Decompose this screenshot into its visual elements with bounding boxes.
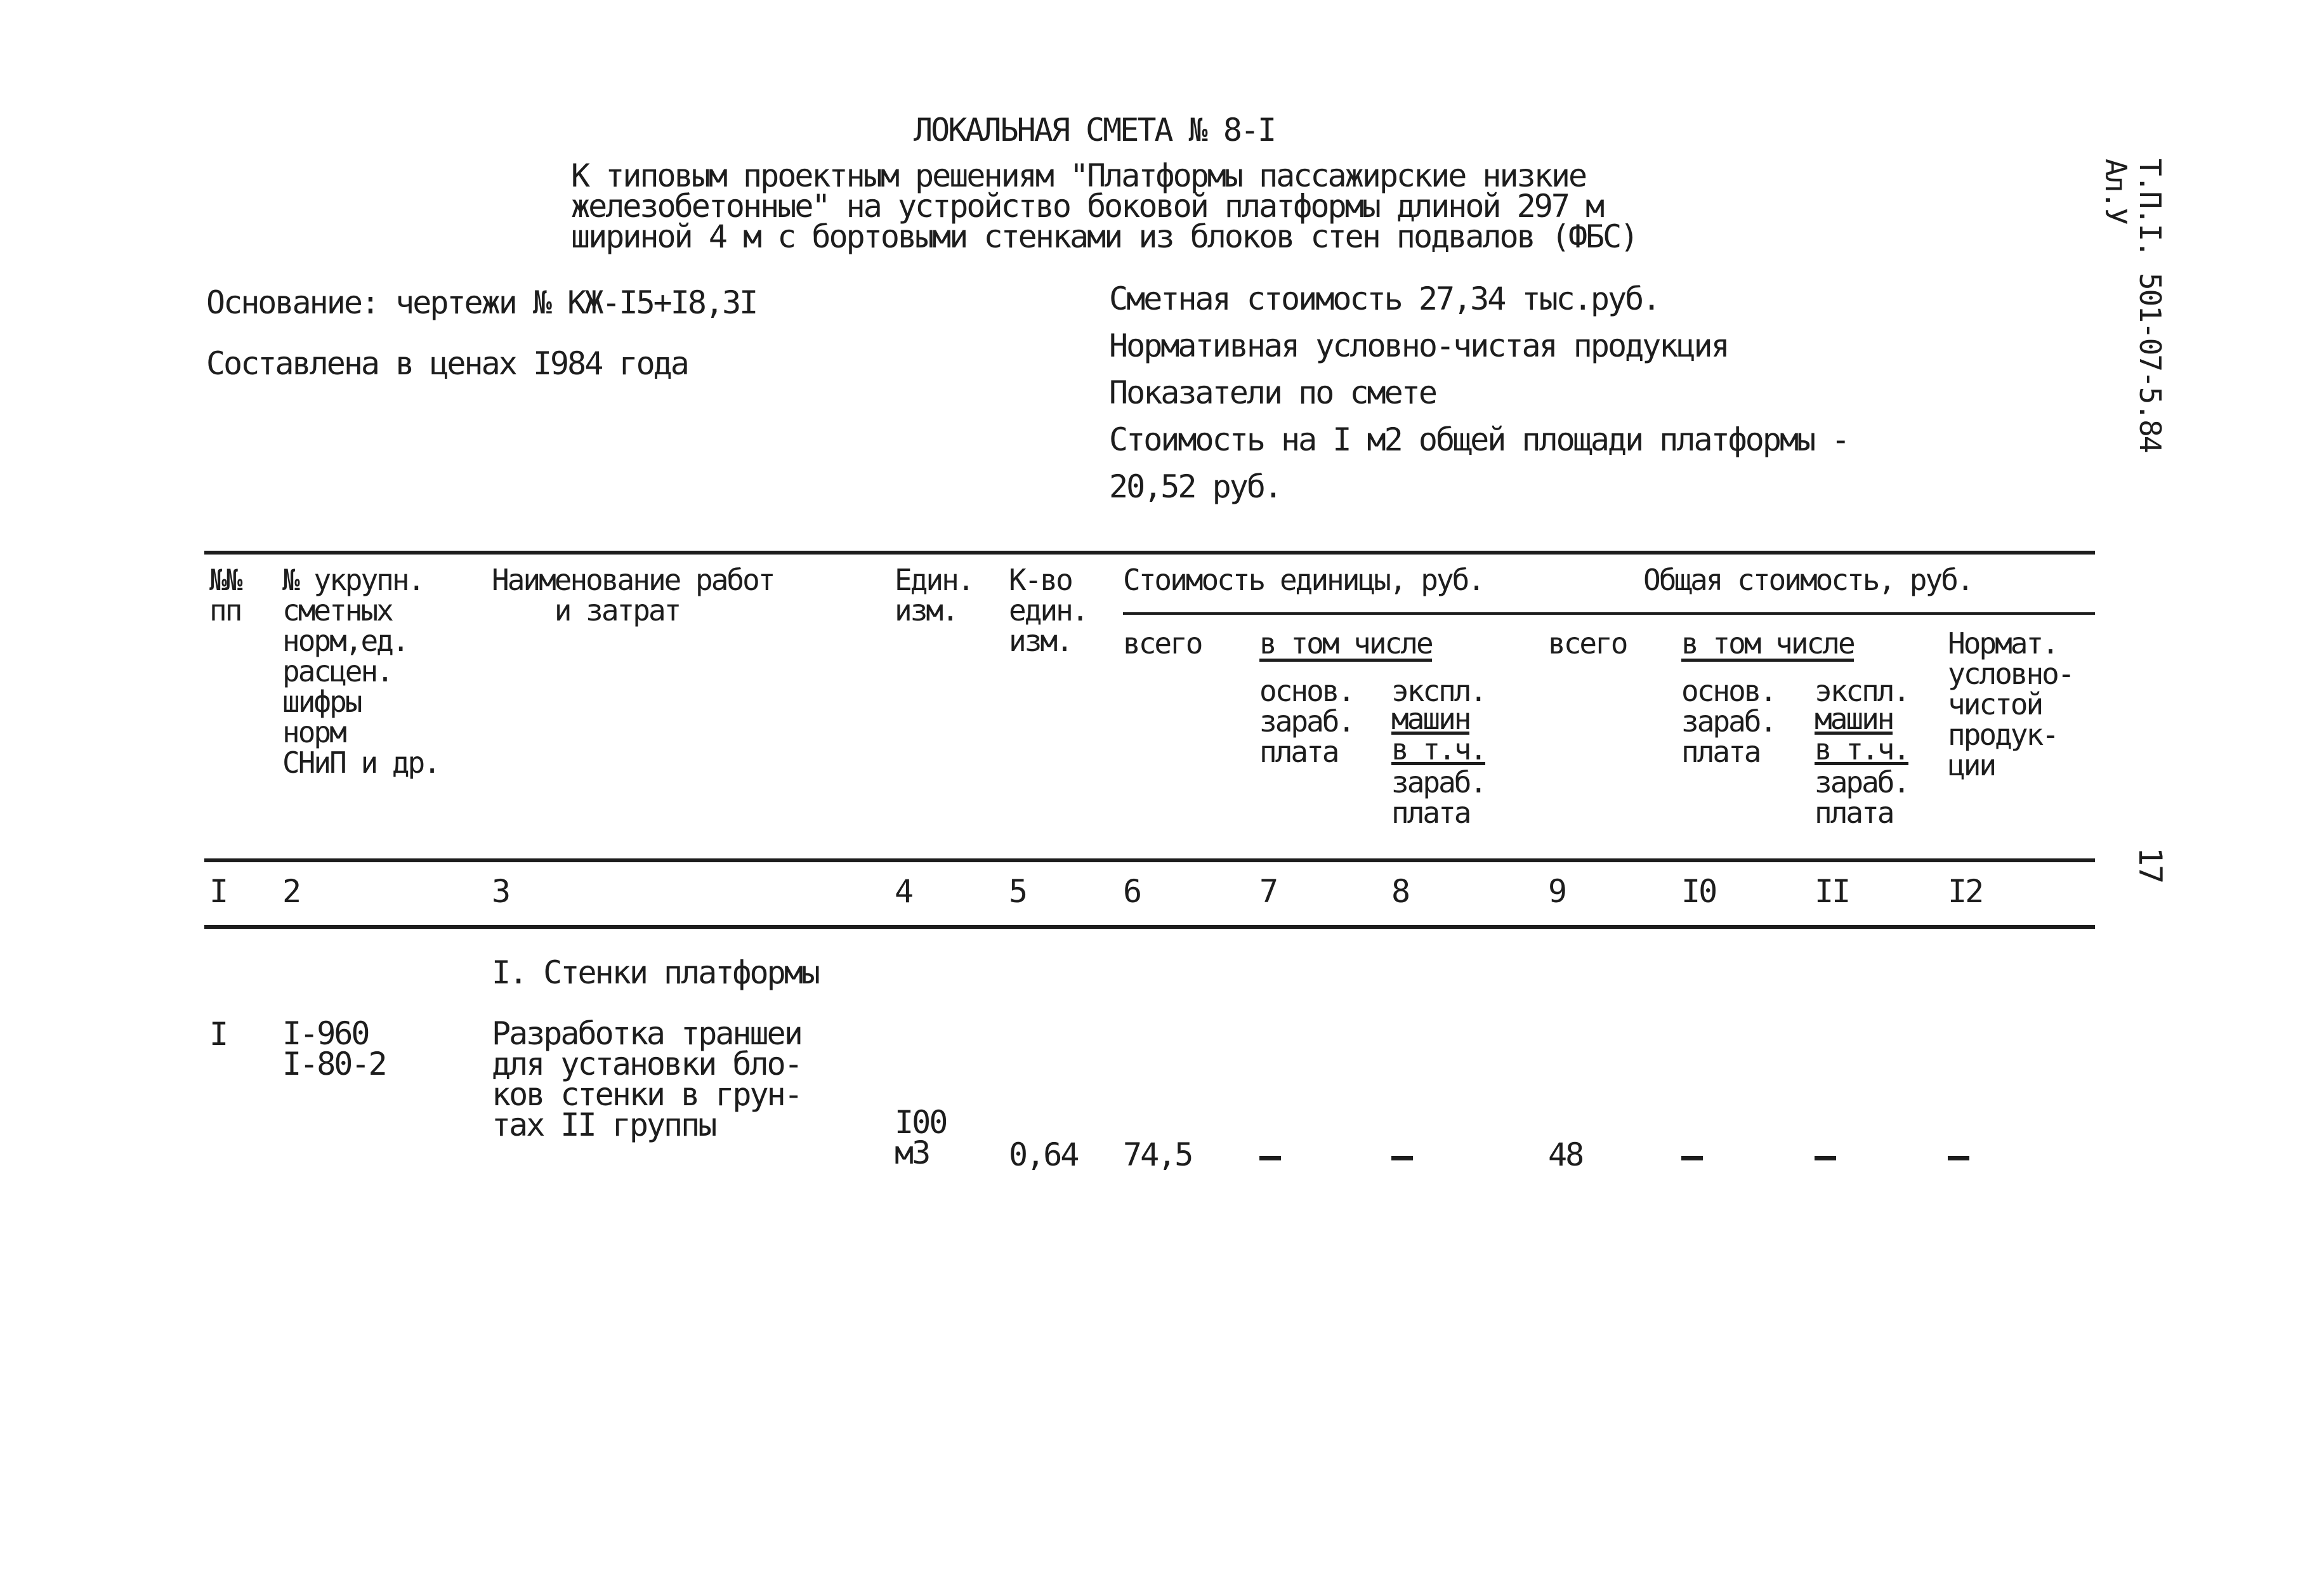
header-total-machine-incl: в т.ч. [1815,732,1909,766]
subtitle-line-2: железобетонные" на устройство боковой платформы длиной 297 м [571,188,1603,225]
col-number-4: 4 [895,873,912,910]
header-unit-incl: в том числе [1259,626,1432,660]
col-numbers-rule [204,925,2095,929]
col-number-3: 3 [492,873,509,910]
header-unit-machine-sub: машин [1391,702,1470,736]
col-number-1: I [209,873,227,910]
basis-text: Основание: чертежи № КЖ-I5+I8,3I [206,284,757,321]
margin-album: Ал.У [2099,159,2133,224]
col-number-12: I2 [1948,873,1983,910]
header-bottom-rule [204,858,2095,862]
row-unit-wage-empty [1259,1156,1281,1160]
cost-per-m2: Стоимость на I м2 общей площади платформы - [1109,421,1849,458]
col-number-10: I0 [1681,873,1716,910]
header-unit-machine: экспл. [1391,674,1486,708]
page-number: 17 [2132,847,2169,883]
row-norm-code: I-960 I-80-2 [282,1015,386,1082]
header-unit: Един. изм. [895,563,973,627]
header-unit-machine-incl: в т.ч. [1391,732,1486,766]
row-unit-machine-empty [1391,1156,1413,1160]
section-title: I. Стенки платформы [492,954,818,991]
normative-product: Нормативная условно-чистая продукция [1109,327,1728,364]
col-number-8: 8 [1391,873,1409,910]
col-number-11: II [1815,873,1849,910]
estimate-cost: Сметная стоимость 27,34 тыс.руб. [1109,280,1660,317]
table-top-rule [204,551,2095,555]
header-total-machine-sub: машин [1815,702,1893,736]
header-row-number: №№ пп [209,563,241,627]
header-total-machine: экспл. [1815,674,1909,708]
margin-project-code: Т.П.I. 501-07-5.84 [2133,159,2167,452]
document-title: ЛОКАЛЬНАЯ СМЕТА № 8-I [914,112,1275,148]
header-work-name: Наименование работ и затрат [492,563,774,627]
subtitle-line-1: К типовым проектным решениям "Платформы пассажирские низкие [571,157,1586,194]
col-number-2: 2 [282,873,300,910]
header-unit-total: всего [1123,626,1202,660]
row-total-wage-empty [1681,1156,1703,1160]
col-number-7: 7 [1259,873,1277,910]
header-normative: Нормат. условно- чистой продук- ции [1948,626,2073,782]
header-total-cost-group: Общая стоимость, руб. [1643,563,1973,597]
subtitle-line-3: шириной 4 м с бортовыми стенками из блоков стен подвалов (ФБС) [571,218,1638,255]
header-unit-cost-group: Стоимость единицы, руб. [1123,563,1483,597]
estimate-indicators: Показатели по смете [1109,374,1436,411]
row-work-name: Разработка траншеи для установки бло- ков стенки в грун- тах II группы [492,1015,801,1143]
header-quantity: К-во един. изм. [1009,563,1087,658]
row-number: I [209,1016,227,1053]
header-total-wage: основ. зараб. плата [1681,674,1776,769]
cost-per-m2-value: 20,52 руб. [1109,468,1282,505]
row-unit-total: 74,5 [1123,1136,1192,1173]
row-total: 48 [1548,1136,1583,1173]
row-total-machine-empty [1815,1156,1836,1160]
col-number-9: 9 [1548,873,1566,910]
header-total-machine-wage: зараб. плата [1815,765,1909,830]
header-total-incl: в том числе [1681,626,1854,660]
row-unit: I00 м3 [895,1104,947,1171]
header-unit-machine-wage: зараб. плата [1391,765,1486,830]
header-norm-code: № укрупн. сметных норм,ед. расцен. шифры норм СНиП и др. [282,563,439,780]
cost-group-rule [1123,612,2095,615]
row-quantity: 0,64 [1009,1136,1078,1173]
row-normative-empty [1948,1156,1969,1160]
col-number-5: 5 [1009,873,1027,910]
col-number-6: 6 [1123,873,1141,910]
header-unit-wage: основ. зараб. плата [1259,674,1354,769]
header-total: всего [1548,626,1627,660]
prices-text: Составлена в ценах I984 года [206,345,688,382]
